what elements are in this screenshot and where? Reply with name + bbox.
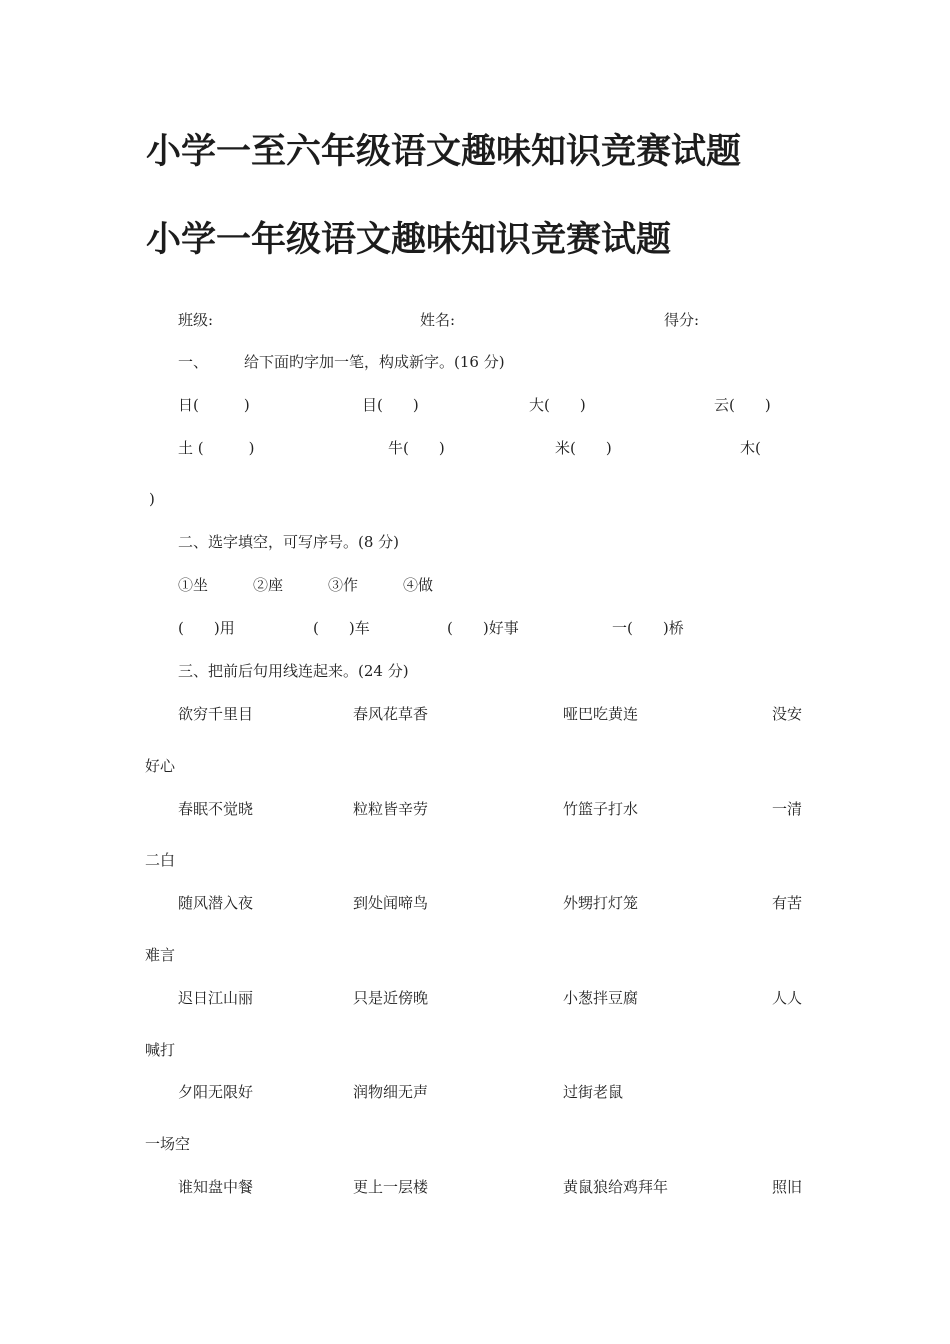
match-item: 更上一层楼 — [353, 1178, 429, 1196]
match-item: 过街老鼠 — [563, 1083, 624, 1101]
blank-item: 一( )桥 — [612, 619, 684, 637]
question-text: 三、把前后句用线连起来。(24 分) — [178, 662, 409, 680]
match-item: 迟日江山丽 — [178, 989, 254, 1007]
match-item: 谁知盘中餐 — [178, 1178, 254, 1196]
option-item: ③作 — [328, 576, 359, 594]
match-item: 竹篮子打水 — [563, 800, 639, 818]
match-item: 欲穷千里目 — [178, 705, 254, 723]
match-item: 小葱拌豆腐 — [563, 989, 639, 1007]
blank-item: 日( ) — [178, 396, 250, 414]
class-label: 班级: — [178, 311, 214, 329]
match-item: 春风花草香 — [353, 705, 429, 723]
blank-item: ( )好事 — [447, 619, 519, 637]
blank-item: 云( ) — [714, 396, 771, 414]
match-item: 照旧 — [772, 1178, 803, 1196]
wrapped-text: 二白 — [145, 851, 176, 869]
wrapped-text: ) — [149, 490, 155, 508]
match-item: 外甥打灯笼 — [563, 894, 639, 912]
blank-item: 牛( ) — [388, 439, 445, 457]
wrapped-text: 喊打 — [145, 1041, 176, 1059]
blank-item: 土 ( ) — [178, 439, 255, 457]
match-item: 粒粒皆辛劳 — [353, 800, 429, 818]
match-item: 只是近傍晚 — [353, 989, 429, 1007]
wrapped-text: 一场空 — [145, 1135, 191, 1153]
match-item: 哑巴吃黄连 — [563, 705, 639, 723]
question-text: 二、选字填空，可写序号。(8 分) — [178, 533, 400, 551]
match-item: 一清 — [772, 800, 803, 818]
subtitle: 小学一年级语文趣味知识竞赛试题 — [146, 220, 672, 260]
match-item: 润物细无声 — [353, 1083, 429, 1101]
match-item: 夕阳无限好 — [178, 1083, 254, 1101]
blank-item: 木( — [740, 439, 761, 457]
option-item: ②座 — [253, 576, 284, 594]
option-item: ①坐 — [178, 576, 209, 594]
match-item: 没安 — [772, 705, 803, 723]
option-item: ④做 — [403, 576, 434, 594]
match-item: 人人 — [772, 989, 803, 1007]
score-label: 得分: — [664, 311, 700, 329]
wrapped-text: 难言 — [145, 946, 176, 964]
question-text: 给下面旳字加一笔，构成新字。(16 分) — [244, 353, 505, 371]
question-number: 一、 — [178, 353, 209, 371]
match-item: 随风潜入夜 — [178, 894, 254, 912]
blank-item: ( )用 — [178, 619, 235, 637]
name-label: 姓名: — [420, 311, 456, 329]
blank-item: ( )车 — [313, 619, 370, 637]
wrapped-text: 好心 — [145, 757, 176, 775]
blank-item: 目( ) — [362, 396, 419, 414]
blank-item: 大( ) — [529, 396, 586, 414]
match-item: 春眠不觉晓 — [178, 800, 254, 818]
blank-item: 米( ) — [555, 439, 612, 457]
main-title: 小学一至六年级语文趣味知识竞赛试题 — [146, 132, 742, 172]
match-item: 到处闻啼鸟 — [353, 894, 429, 912]
match-item: 黄鼠狼给鸡拜年 — [563, 1178, 669, 1196]
match-item: 有苦 — [772, 894, 803, 912]
